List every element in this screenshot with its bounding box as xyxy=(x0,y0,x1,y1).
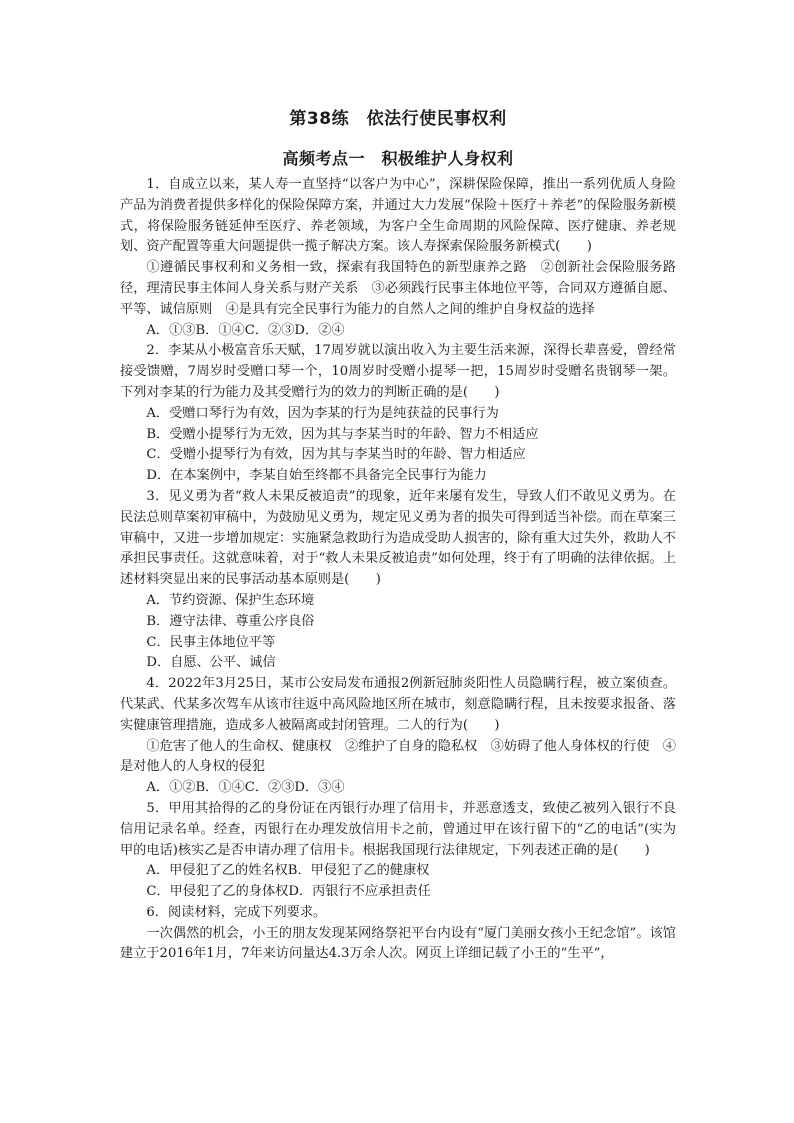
answer-option: A．①②B．①④C．②③D．③④ xyxy=(146,780,345,796)
answer-option: B．遵守法律、尊重公序良俗 xyxy=(146,613,315,629)
question-paragraph: 2．李某从小极富音乐天赋，17周岁就以演出收入为主要生活来源，深得长辈喜爱，曾经常接受馈赠，7周岁时受赠口琴一个，10周岁时受赠小提琴一把，15周岁时受赠名贵钢琴一架。下列对李某的行为能力及其受赠行为的效力的判断正确的是( ) xyxy=(120,343,676,400)
answer-option: A．节约资源、保护生态环境 xyxy=(146,592,315,608)
question-body xyxy=(120,175,676,965)
answer-option: A．①③B．①④C．②③D．②④ xyxy=(146,322,345,338)
section-subtitle: 高频考点一 积极维护人身权利 xyxy=(282,149,514,168)
question-paragraph: ①遵循民事权利和义务相一致，探索有我国特色的新型康养之路 ②创新社会保险服务路径，理清民事主体间人身关系与财产关系 ③必须践行民事主体地位平等，合同双方遵循自愿、平等、诚信原则 ④是具有完全民事行为能力的自然人之间的维护自身权益的选择 xyxy=(120,260,676,317)
answer-option: A．受赠口琴行为有效，因为李某的行为是纯获益的民事行为 xyxy=(146,405,499,421)
answer-option: C．甲侵犯了乙的身体权D．丙银行不应承担责任 xyxy=(146,884,431,900)
question-paragraph: 6．阅读材料，完成下列要求。 xyxy=(146,904,327,920)
document-content xyxy=(120,104,676,965)
answer-option: D．在本案例中，李某自始至终都不具备完全民事行为能力 xyxy=(146,468,487,484)
answer-option: D．自愿、公平、诚信 xyxy=(146,655,276,671)
question-paragraph: 1．自成立以来，某人寿一直坚持“以客户为中心”，深耕保险保障，推出一系列优质人身险产品为消费者提供多样化的保险保障方案，并通过大力发展“保险＋医疗＋养老”的保险服务新模式，将保险服务链延伸至医疗、养老领域，为客户全生命周期的风险保障、医疗健康、养老规划、资产配置等重大问题提供一揽子解决方案。该人寿探索保险服务新模式( ) xyxy=(120,177,676,255)
answer-option: C．受赠小提琴行为有效，因为其与李某当时的年龄、智力相适应 xyxy=(146,447,526,463)
question-paragraph: 3．见义勇为者“救人未果反被追责”的现象，近年来屡有发生，导致人们不敢见义勇为。在民法总则草案初审稿中，为鼓励见义勇为，规定见义勇为者的损失可得到适当补偿。而在草案三审稿中，又进一步增加规定：实施紧急救助行为造成受助人损害的，除有重大过失外，救助人不承担民事责任。这就意味着，对于“救人未果反被追责”如何处理，终于有了明确的法律依据。上述材料突显出来的民事活动基本原则是( ) xyxy=(120,488,676,588)
question-paragraph: 4．2022年3月25日，某市公安局发布通报2例新冠肺炎阳性人员隐瞒行程，被立案侦查。代某武、代某多次驾车从该市往返中高风险地区所在城市，刻意隐瞒行程，且未按要求报备、落实健康管理措施，造成多人被隔离或封闭管理。二人的行为( ) xyxy=(120,676,676,733)
question-paragraph: ①危害了他人的生命权、健康权 ②维护了自身的隐私权 ③妨碍了他人身体权的行使 ④是对他人的人身权的侵犯 xyxy=(120,738,676,775)
page-title: 第38练 依法行使民事权利 xyxy=(289,109,507,129)
answer-option: B．受赠小提琴行为无效，因为其与李某当时的年龄、智力不相适应 xyxy=(146,426,539,442)
answer-option: A．甲侵犯了乙的姓名权B．甲侵犯了乙的健康权 xyxy=(146,863,430,879)
question-paragraph: 一次偶然的机会，小王的朋友发现某网络祭祀平台内设有“厦门美丽女孩小王纪念馆”。该馆建立于2016年1月，7年来访问量达4.3万余人次。网页上详细记载了小王的“生平”， xyxy=(120,925,676,962)
question-paragraph: 5．甲用其拾得的乙的身份证在丙银行办理了信用卡，并恶意透支，致使乙被列入银行不良信用记录名单。经查，丙银行在办理发放信用卡之前，曾通过甲在该行留下的“乙的电话”(实为甲的电话)核实乙是否申请办理了信用卡。根据我国现行法律规定，下列表述正确的是( ) xyxy=(120,800,676,858)
answer-option: C．民事主体地位平等 xyxy=(146,634,276,650)
